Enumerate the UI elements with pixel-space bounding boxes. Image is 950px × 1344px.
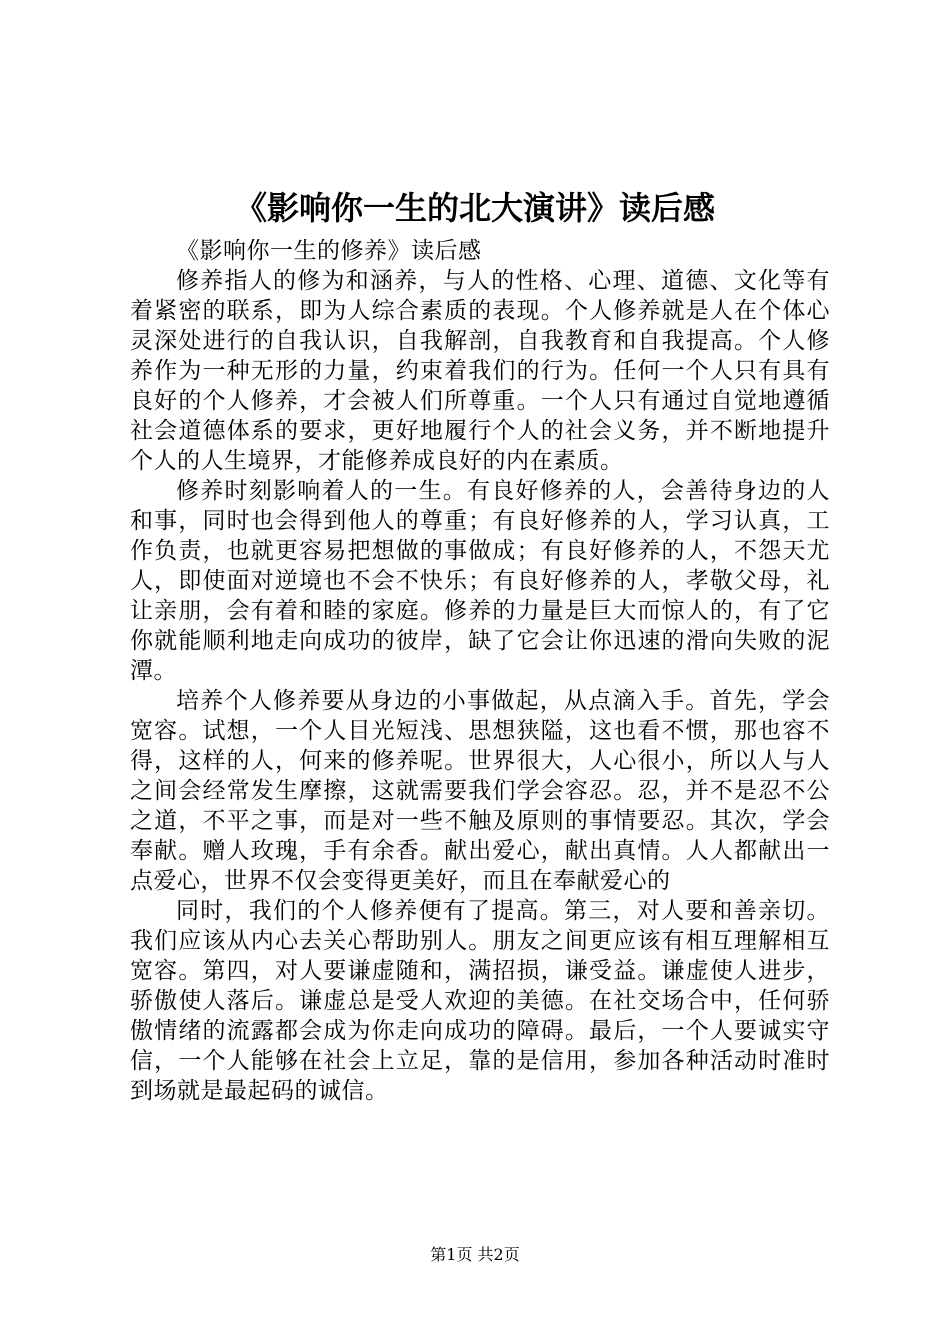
paragraph-1: 修养指人的修为和涵养，与人的性格、心理、道德、文化等有着紧密的联系，即为人综合素质的表现。个人修养就是人在个体心灵深处进行的自我认识，自我解剖，自我教育和自我提高。个人修养作为一种无形的力量，约束着我们的行为。任何一个人只有具有良好的个人修养，才会被人们所尊重。一个人只有通过自觉地遵循社会道德体系的要求，更好地履行个人的社会义务，并不断地提升个人的人生境界，才能修养成良好的内在素质。 bbox=[130, 268, 830, 474]
document-subtitle: 《影响你一生的修养》读后感 bbox=[176, 238, 482, 264]
paragraph-2: 修养时刻影响着人的一生。有良好修养的人，会善待身边的人和事，同时也会得到他人的尊重；有良好修养的人，学习认真，工作负责，也就更容易把想做的事做成；有良好修养的人，不怨天尤人，即使面对逆境也不会不快乐；有良好修养的人，孝敬父母，礼让亲朋，会有着和睦的家庭。修养的力量是巨大而惊人的，有了它你就能顺利地走向成功的彼岸，缺了它会让你迅速的滑向失败的泥潭。 bbox=[130, 478, 830, 684]
document-title: 《影响你一生的北大演讲》读后感 bbox=[234, 189, 715, 227]
paragraph-3: 培养个人修养要从身边的小事做起，从点滴入手。首先，学会宽容。试想，一个人目光短浅、思想狭隘，这也看不惯，那也容不得，这样的人，何来的修养呢。世界很大，人心很小，所以人与人之间会经常发生摩擦，这就需要我们学会容忍。忍，并不是忍不公之道，不平之事，而是对一些不触及原则的事情要忍。其次，学会奉献。赠人玫瑰，手有余香。献出爱心，献出真情。人人都献出一点爱心，世界不仅会变得更美好，而且在奉献爱心的 bbox=[130, 688, 830, 894]
page-footer: 第1页 共2页 bbox=[430, 1245, 520, 1264]
paragraph-4: 同时，我们的个人修养便有了提高。第三，对人要和善亲切。我们应该从内心去关心帮助别人。朋友之间更应该有相互理解相互宽容。第四，对人要谦虚随和，满招损，谦受益。谦虚使人进步，骄傲使人落后。谦虚总是受人欢迎的美德。在社交场合中，任何骄傲情绪的流露都会成为你走向成功的障碍。最后，一个人要诚实守信，一个人能够在社会上立足，靠的是信用，参加各种活动时准时到场就是最起码的诚信。 bbox=[130, 898, 830, 1104]
document-body bbox=[130, 236, 830, 1106]
